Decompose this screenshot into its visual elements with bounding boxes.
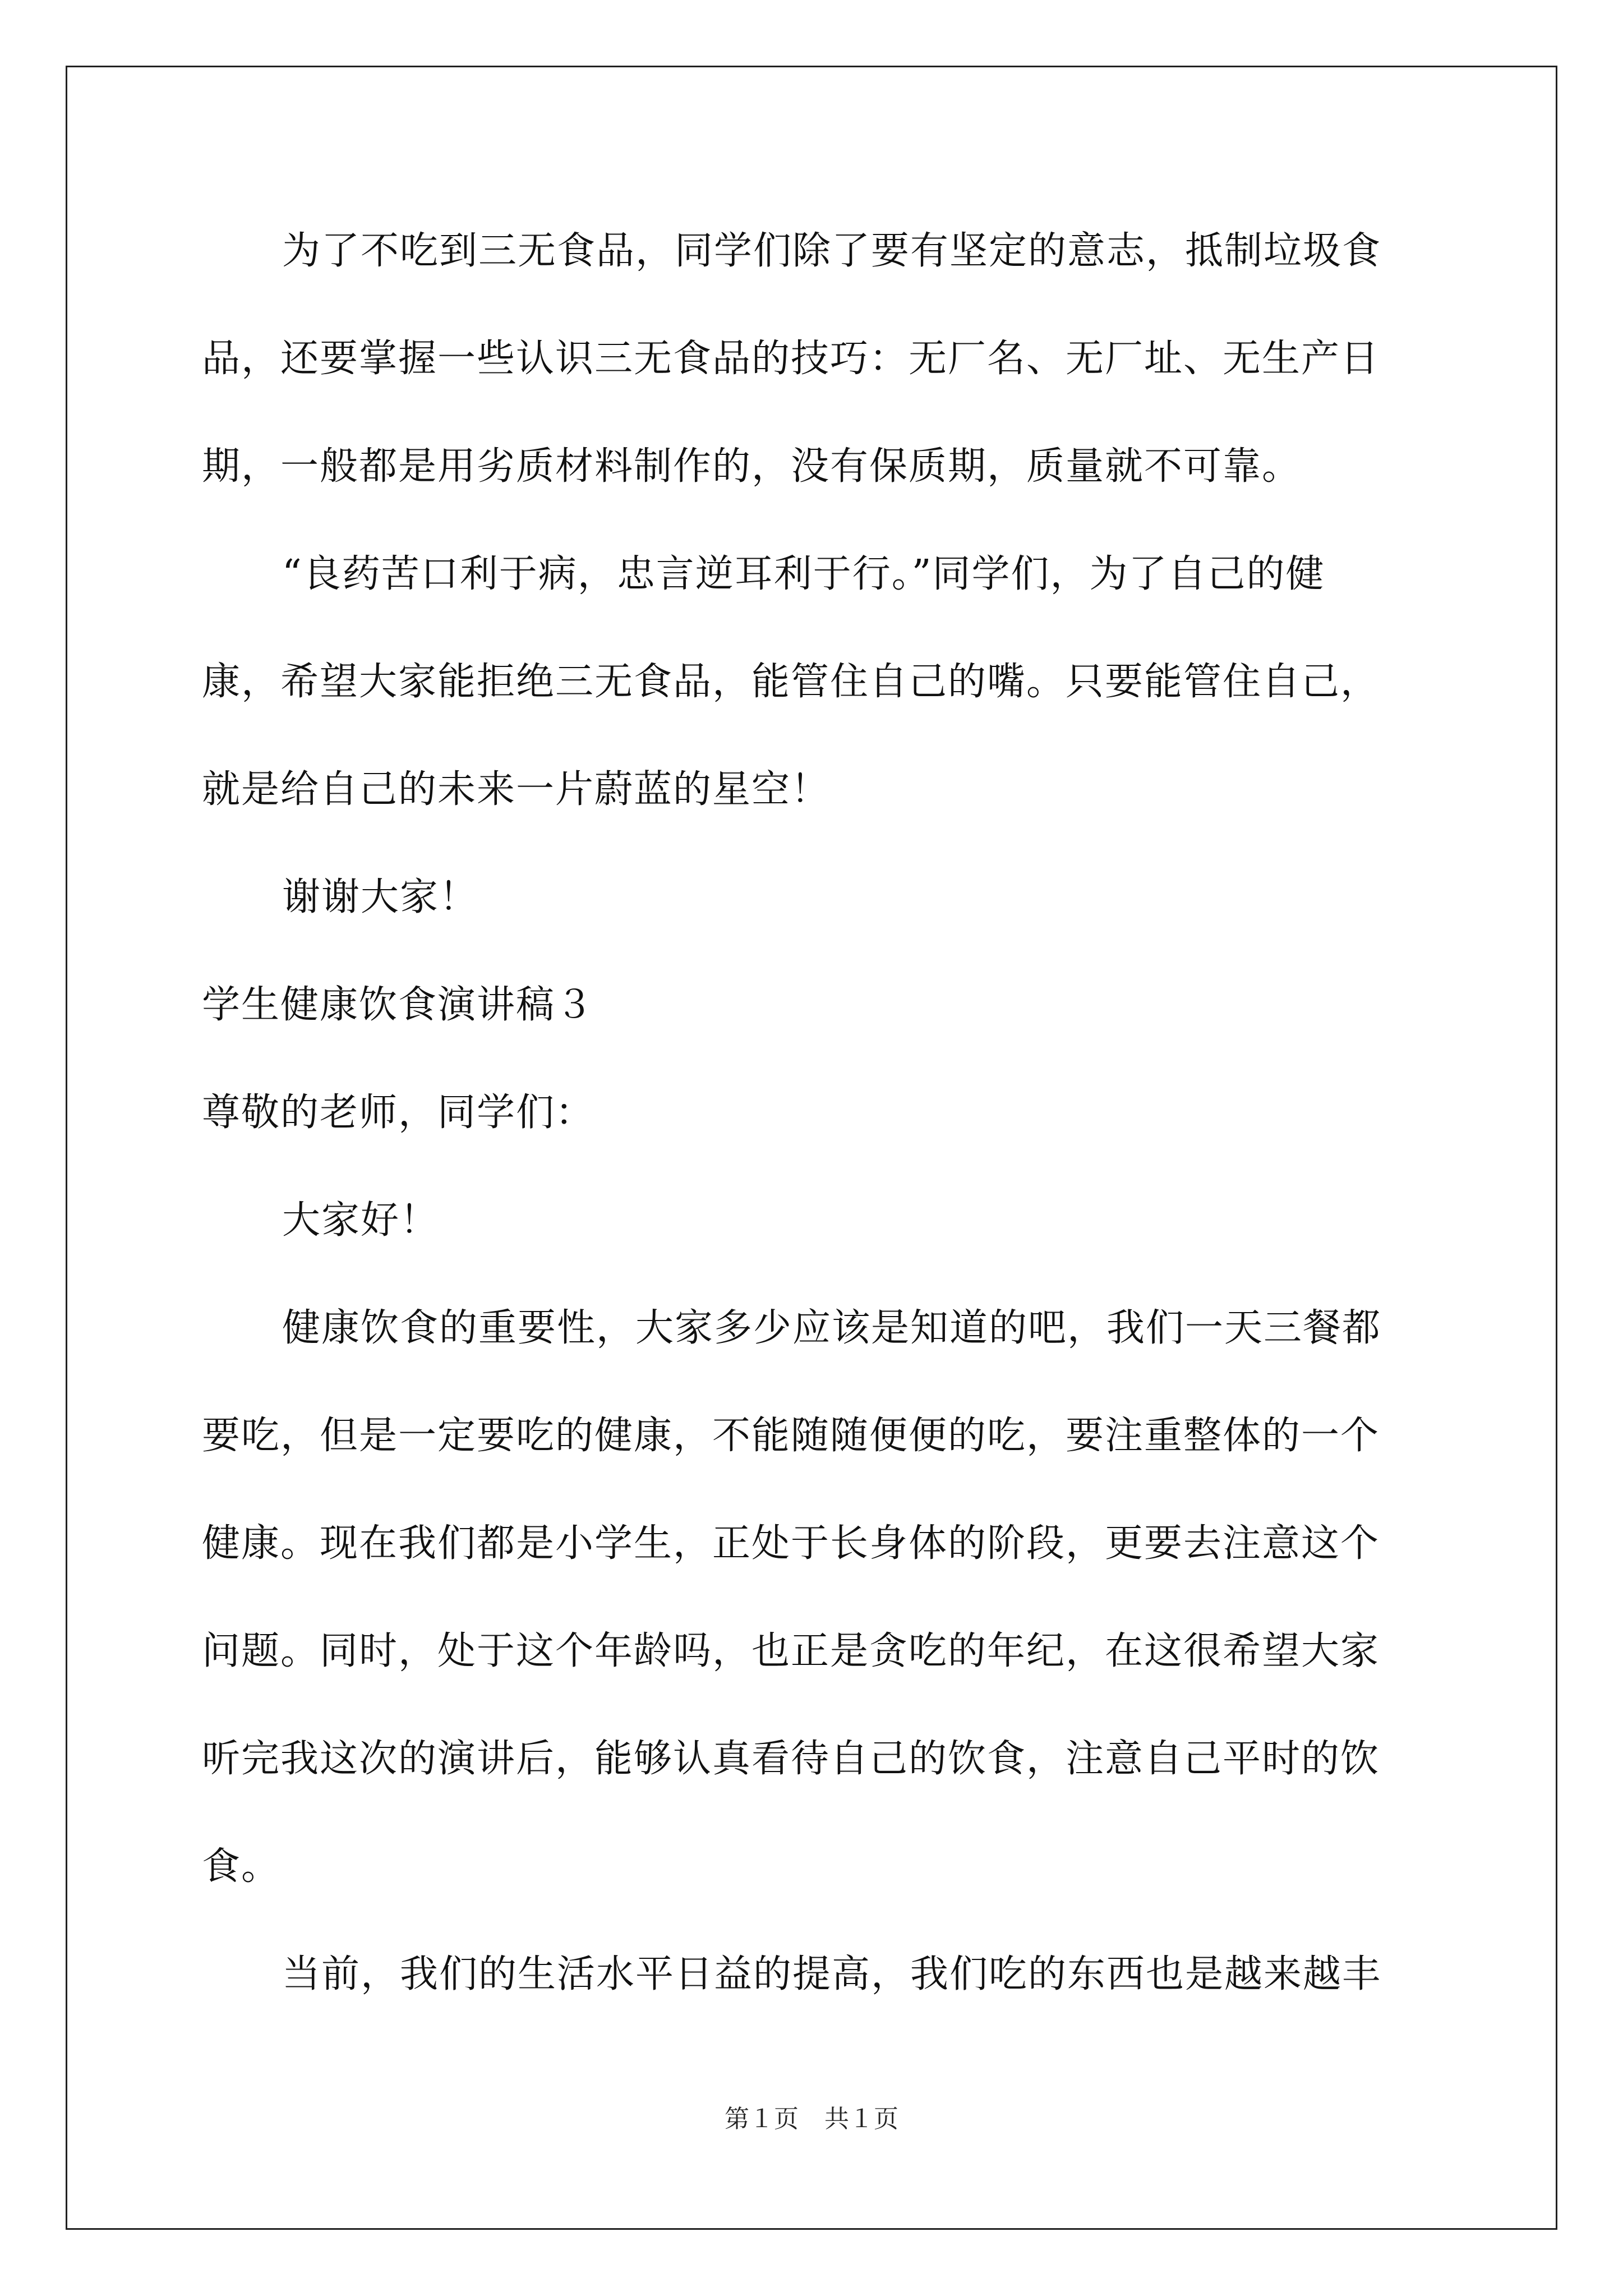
body-text-line: 当前，我们的生活水平日益的提高，我们吃的东西也是越来越丰: [282, 1952, 1382, 1996]
body-text-line: “良药苦口利于病，忠言逆耳利于行。”同学们，为了自己的健: [282, 552, 1325, 596]
body-text-line: 健康饮食的重要性，大家多少应该是知道的吧，我们一天三餐都: [282, 1306, 1382, 1350]
page-total: 共１页: [824, 2105, 898, 2133]
body-text-line: 为了不吃到三无食品，同学们除了要有坚定的意志，抵制垃圾食: [282, 229, 1382, 273]
page-footer: [0, 2102, 1623, 2136]
body-text-line: 问题。同时，处于这个年龄吗，也正是贪吃的年纪，在这很希望大家: [202, 1629, 1380, 1673]
body-text-line: 品，还要掌握一些认识三无食品的技巧：无厂名、无厂址、无生产日: [202, 337, 1380, 381]
greeting: 大家好！: [282, 1198, 440, 1243]
body-text-line: 食。: [202, 1844, 281, 1889]
closing-line: 谢谢大家！: [282, 875, 479, 919]
body-text-line: 要吃，但是一定要吃的健康，不能随随便便的吃，要注重整体的一个: [202, 1414, 1380, 1458]
body-text-line: 健康。现在我们都是小学生，正处于长身体的阶段，更要去注意这个: [202, 1521, 1380, 1566]
page-border: [66, 66, 1557, 2230]
body-text-line: 听完我这次的演讲后，能够认真看待自己的饮食，注意自己平时的饮: [202, 1737, 1380, 1781]
section-title: 学生健康饮食演讲稿３: [202, 983, 595, 1027]
page-number: 第１页: [725, 2105, 799, 2133]
body-text-line: 期，一般都是用劣质材料制作的，没有保质期，质量就不可靠。: [202, 444, 1302, 489]
body-text-line: 就是给自己的未来一片蔚蓝的星空！: [202, 767, 831, 812]
body-text-line: 康，希望大家能拒绝三无食品，能管住自己的嘴。只要能管住自己，: [202, 660, 1380, 704]
salutation: 尊敬的老师，同学们：: [202, 1091, 595, 1135]
